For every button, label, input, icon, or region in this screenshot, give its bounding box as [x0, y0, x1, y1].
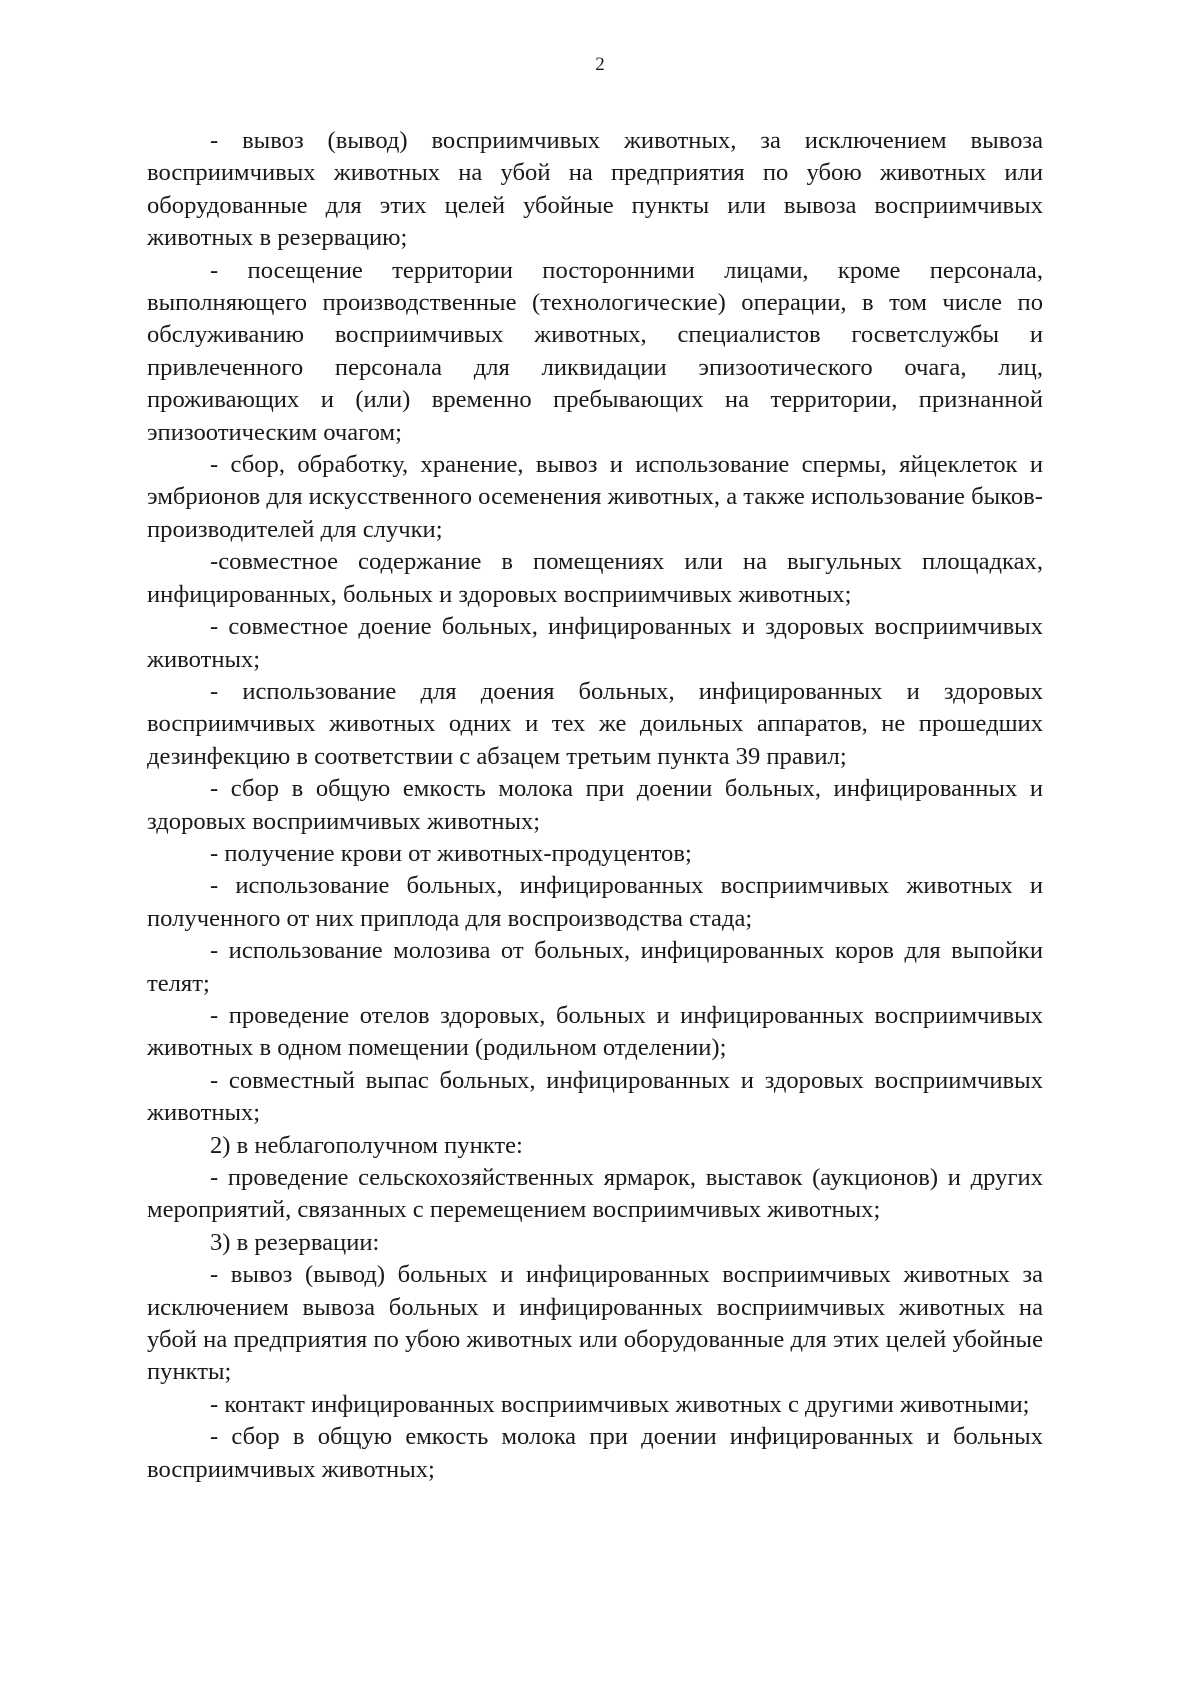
paragraph-territory-visits: - посещение территории посторонними лицами, кроме персонала, выполняющего производственные (технологические) операции, в том числе по обслуживанию восприимчивых животных, специалистов госветслужбы и привлеченного персонала для ликвидации эпизоотического очага, лиц, проживающих и (или) временно пребывающих на территории, признанной эпизоотическим очагом;: [147, 256, 1043, 446]
paragraph-colostrum: - использование молозива от больных, инфицированных коров для выпойки телят;: [147, 937, 1043, 997]
paragraph-fairs-exhibitions: - проведение сельскохозяйственных ярмарок, выставок (аукционов) и других мероприятий, связанных с перемещением восприимчивых животных;: [147, 1164, 1043, 1224]
paragraph-reservation-milk-collection: - сбор в общую емкость молока при доении инфицированных и больных восприимчивых животных;: [147, 1423, 1043, 1483]
section-heading-reservation: 3) в резервации:: [210, 1228, 380, 1256]
paragraph-reservation-export: - вывоз (вывод) больных и инфицированных восприимчивых животных за исключением вывоза больных и инфицированных восприимчивых животных на убой на предприятия по убою животных или оборудованные для этих целей убойные пункты;: [147, 1261, 1043, 1386]
paragraph-breeding-use: - использование больных, инфицированных восприимчивых животных и полученного от них приплода для воспроизводства стада;: [147, 872, 1043, 932]
paragraph-calving: - проведение отелов здоровых, больных и инфицированных восприимчивых животных в одном помещении (родильном отделении);: [147, 1001, 1043, 1062]
paragraph-blood-collection: - получение крови от животных-продуцентов;: [210, 839, 692, 867]
paragraph-joint-grazing: - совместный выпас больных, инфицированных и здоровых восприимчивых животных;: [147, 1066, 1043, 1127]
paragraph-sperm-embryos: - сбор, обработку, хранение, вывоз и использование спермы, яйцеклеток и эмбрионов для искусственного осеменения животных, а также использование быков-производителей для случки;: [147, 451, 1043, 543]
paragraph-export-animals: - вывоз (вывод) восприимчивых животных, за исключением вывоза восприимчивых животных на убой на предприятия по убою животных или оборудованные для этих целей убойные пункты или вывоза восприимчивых животных в резервацию;: [147, 127, 1043, 252]
paragraph-joint-keeping: -совместное содержание в помещениях или на выгульных площадках, инфицированных, больных и здоровых восприимчивых животных;: [147, 548, 1043, 608]
paragraph-joint-milking: - совместное доение больных, инфицированных и здоровых восприимчивых животных;: [147, 613, 1043, 673]
paragraph-milking-machines: - использование для доения больных, инфицированных и здоровых восприимчивых животных одних и тех же доильных аппаратов, не прошедших дезинфекцию в соответствии с абзацем третьим пункта 39 правил;: [147, 677, 1043, 770]
page-number: 2: [595, 54, 605, 75]
section-heading-unfavorable-point: 2) в неблагополучном пункте:: [210, 1131, 523, 1159]
document-body: [147, 125, 1043, 1486]
paragraph-milk-collection: - сбор в общую емкость молока при доении больных, инфицированных и здоровых восприимчивых животных;: [147, 775, 1043, 835]
paragraph-animal-contact: - контакт инфицированных восприимчивых животных с другими животными;: [210, 1390, 1030, 1418]
